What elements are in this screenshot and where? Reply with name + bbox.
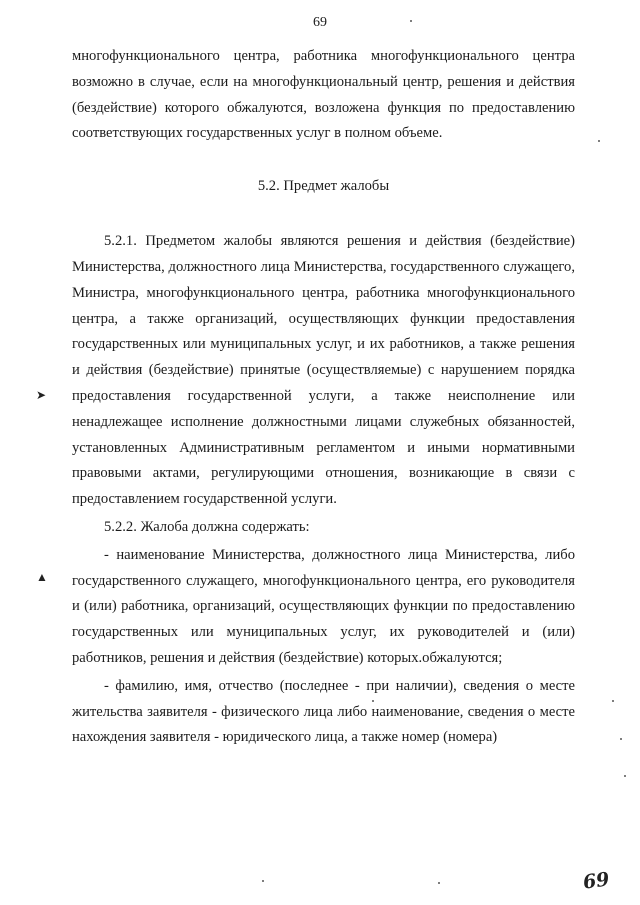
paragraph-5-2-1: 5.2.1. Предметом жалобы являются решения и действия (бездействие) Министерства, должностного лица Министерства, государственного служащего, Министра, многофункционального центра, работника многофункционального центра, а также организаций, осуществляющих функции предоставления государственных или муниципальных услуг, и их работников, а также решения и действия (бездействие) принятые (осуществляемые) с нарушением порядка предоставления государственной услуги, а также неисполнение или ненадлежащее исполнение должностными лицами служебных обязанностей, установленных Административным регламентом и иными нормативными правовыми актами, регулирующими отношения, возникающие в связи с предоставлением государственной услуги. bbox=[72, 233, 575, 508]
section-heading: 5.2. Предмет жалобы bbox=[257, 178, 390, 195]
scan-speck bbox=[410, 20, 412, 22]
paragraph-continuation: многофункционального центра, работника многофункционального центра возможно в случае, если на многофункциональный центр, решения и действия (бездействие) которого обжалуются, возложена функция по предоставлению соответствующих государственных услуг в полном объеме. bbox=[72, 48, 575, 142]
scan-speck bbox=[620, 738, 622, 740]
scan-speck bbox=[598, 140, 600, 142]
margin-arrow-mark: ▲ bbox=[36, 570, 48, 584]
handwritten-page-number: 69 bbox=[581, 868, 611, 894]
document-body bbox=[72, 44, 575, 751]
margin-arrow-mark: ➤ bbox=[36, 388, 47, 402]
scan-speck bbox=[262, 880, 264, 882]
scan-speck bbox=[612, 700, 614, 702]
list-item-name: - наименование Министерства, должностного лица Министерства, либо государственного служащего, многофункционального центра, его руководителя и (или) работника, организаций, осуществляющих функции по предоставлению государственных или муниципальных услуг, их руководителей и (или) работников, решения и действия (бездействие) которых.обжалуются; bbox=[72, 546, 575, 666]
list-item-fio: - фамилию, имя, отчество (последнее - при наличии), сведения о месте жительства заявителя - физического лица либо наименование, сведения о месте нахождения заявителя - юридического лица, а также номер (номера) bbox=[72, 677, 575, 746]
paragraph-5-2-2: 5.2.2. Жалоба должна содержать: bbox=[104, 518, 310, 535]
page-number: 69 bbox=[313, 15, 327, 30]
scan-speck bbox=[372, 700, 374, 702]
scan-speck bbox=[624, 775, 626, 777]
scan-speck bbox=[438, 882, 440, 884]
